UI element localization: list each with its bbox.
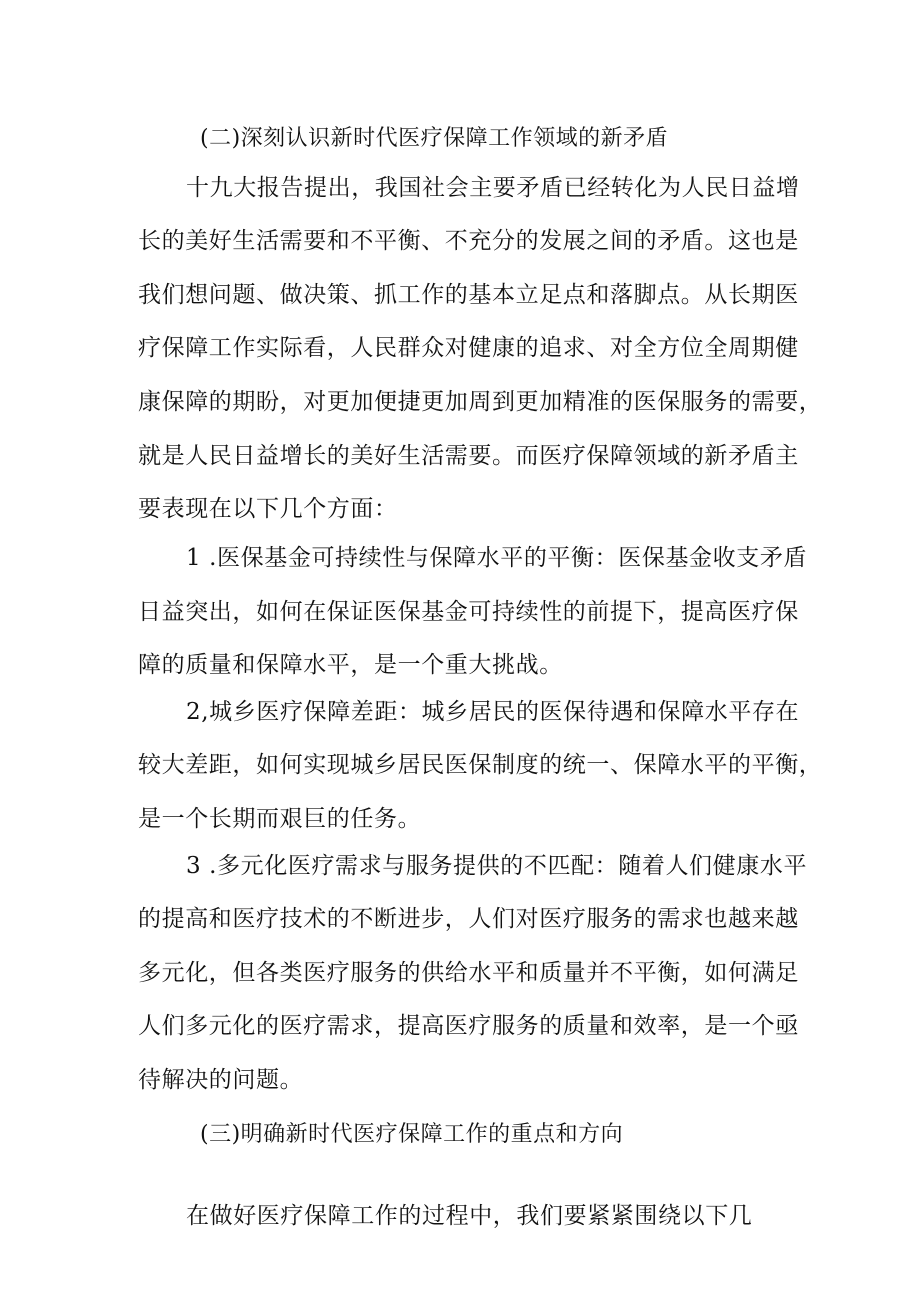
list-item-line: 3 .多元化医疗需求与服务提供的不匹配：随着人们健康水平 — [186, 853, 808, 879]
list-item-line: 待解决的问题。 — [138, 1067, 304, 1093]
paragraph-line: 疗保障工作实际看，人民群众对健康的追求、对全方位全周期健 — [138, 335, 799, 361]
list-item-line: 障的质量和保障水平，是一个重大挑战。 — [138, 652, 563, 678]
paragraph-line: 在做好医疗保障工作的过程中，我们要紧紧围绕以下几 — [186, 1203, 753, 1229]
paragraph-line: 长的美好生活需要和不平衡、不充分的发展之间的矛盾。这也是 — [138, 228, 799, 254]
paragraph-line: 十九大报告提出，我国社会主要矛盾已经转化为人民日益增 — [186, 175, 800, 201]
list-item-line: 多元化，但各类医疗服务的供给水平和质量并不平衡，如何满足 — [138, 960, 799, 986]
list-item-line: 人们多元化的医疗需求，提高医疗服务的质量和效率，是一个亟 — [138, 1013, 799, 1039]
section-heading-3: (三)明确新时代医疗保障工作的重点和方向 — [200, 1122, 624, 1147]
list-item-line: 1 .医保基金可持续性与保障水平的平衡：医保基金收支矛盾 — [186, 545, 808, 571]
list-item-line: 2,城乡医疗保障差距：城乡居民的医保待遇和保障水平存在 — [186, 699, 800, 725]
section-heading-2: (二)深刻认识新时代医疗保障工作领域的新矛盾 — [200, 126, 669, 151]
list-item-line: 日益突出，如何在保证医保基金可持续性的前提下，提高医疗保 — [138, 599, 799, 625]
paragraph-line: 要表现在以下几个方面： — [138, 496, 398, 522]
list-item-line: 的提高和医疗技术的不断进步，人们对医疗服务的需求也越来越 — [138, 906, 799, 932]
list-item-line: 是一个长期而艰巨的任务。 — [138, 806, 422, 832]
paragraph-line: 就是人民日益增长的美好生活需要。而医疗保障领域的新矛盾主 — [138, 443, 799, 469]
paragraph-line: 康保障的期盼，对更加便捷更加周到更加精准的医保服务的需要， — [138, 389, 823, 415]
paragraph-line: 我们想问题、做决策、抓工作的基本立足点和落脚点。从长期医 — [138, 282, 799, 308]
list-item-line: 较大差距，如何实现城乡居民医保制度的统一、保障水平的平衡， — [138, 752, 823, 778]
